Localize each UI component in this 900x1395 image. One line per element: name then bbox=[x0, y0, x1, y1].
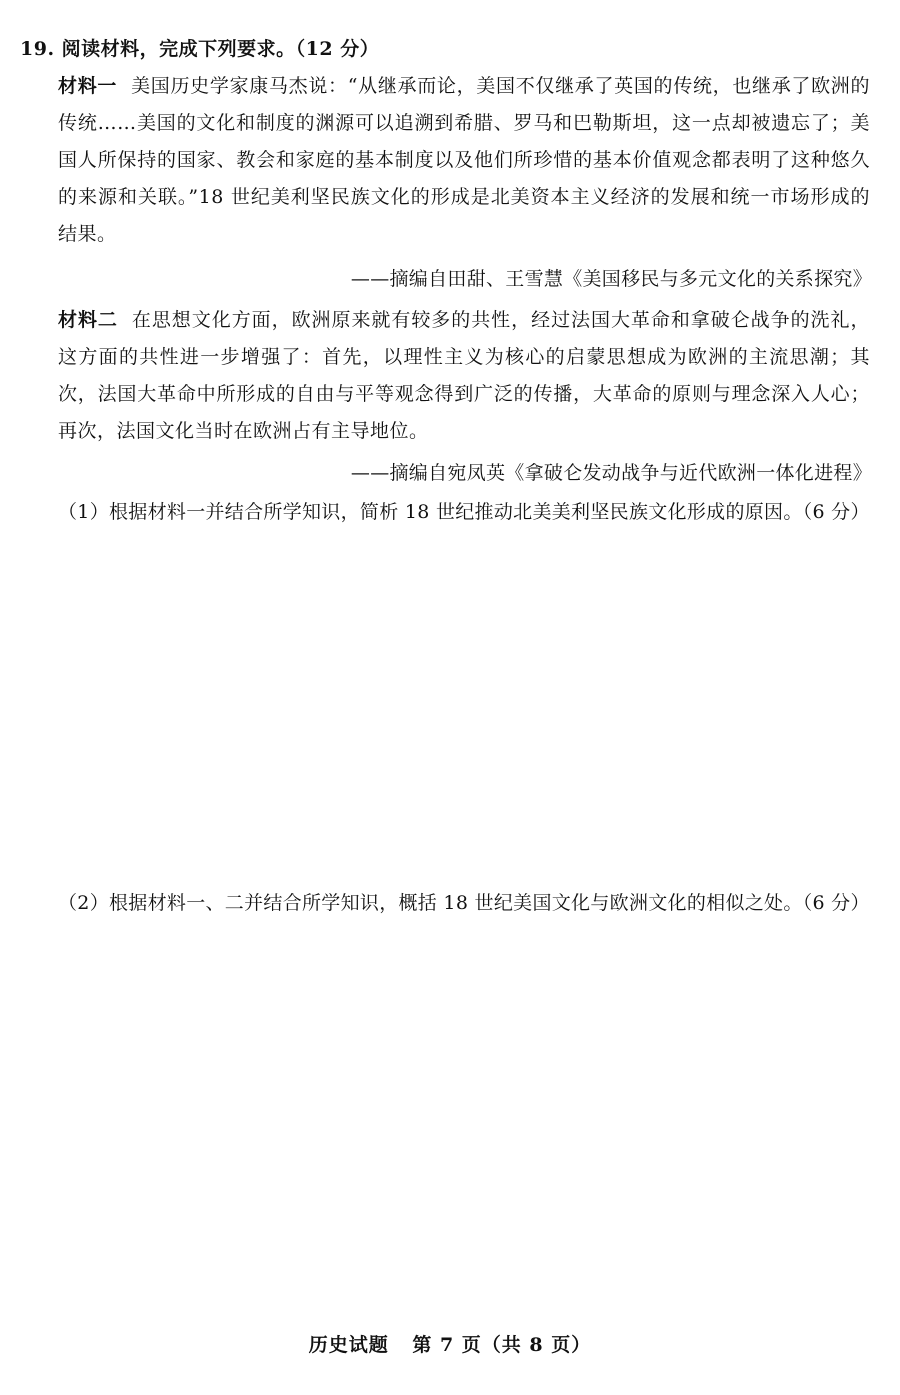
material-one bbox=[58, 68, 870, 253]
material-one-source: ——摘编自田甜、王雪慧《美国移民与多元文化的关系探究》 bbox=[350, 268, 872, 290]
material-two-text: 在思想文化方面，欧洲原来就有较多的共性，经过法国大革命和拿破仑战争的洗礼，这方面的共性进一步增强了：首先，以理性主义为核心的启蒙思想成为欧洲的主流思潮；其次，法国大革命中所形成的自由与平等观念得到广泛的传播，大革命的原则与理念深入人心；再次，法国文化当时在欧洲占有主导地位。 bbox=[58, 309, 870, 442]
footer-subject: 历史试题 bbox=[308, 1334, 389, 1356]
material-two bbox=[58, 302, 870, 450]
material-one-label: 材料一 bbox=[58, 75, 118, 97]
question-header: 19. 阅读材料，完成下列要求。（12 分） bbox=[20, 38, 380, 60]
footer-page-number: 第 7 页（共 8 页） bbox=[412, 1334, 592, 1356]
sub-question-2: （2）根据材料一、二并结合所学知识，概括 18 世纪美国文化与欧洲文化的相似之处。（6 分） bbox=[58, 892, 870, 914]
sub-question-1: （1）根据材料一并结合所学知识，简析 18 世纪推动北美美利坚民族文化形成的原因。（6 分） bbox=[58, 501, 870, 523]
material-two-source: ——摘编自宛凤英《拿破仑发动战争与近代欧洲一体化进程》 bbox=[350, 462, 872, 484]
material-one-text: 美国历史学家康马杰说：“从继承而论，美国不仅继承了英国的传统，也继承了欧洲的传统……美国的文化和制度的渊源可以追溯到希腊、罗马和巴勒斯坦，这一点却被遗忘了；美国人所保持的国家、教会和家庭的基本制度以及他们所珍惜的基本价值观念都表明了这种悠久的来源和关联。”18 世纪美利坚民族文化的形成是北美资本主义经济的发展和统一市场形成的结果。 bbox=[58, 75, 870, 245]
page-footer bbox=[0, 1330, 900, 1357]
material-two-label: 材料二 bbox=[58, 309, 118, 331]
